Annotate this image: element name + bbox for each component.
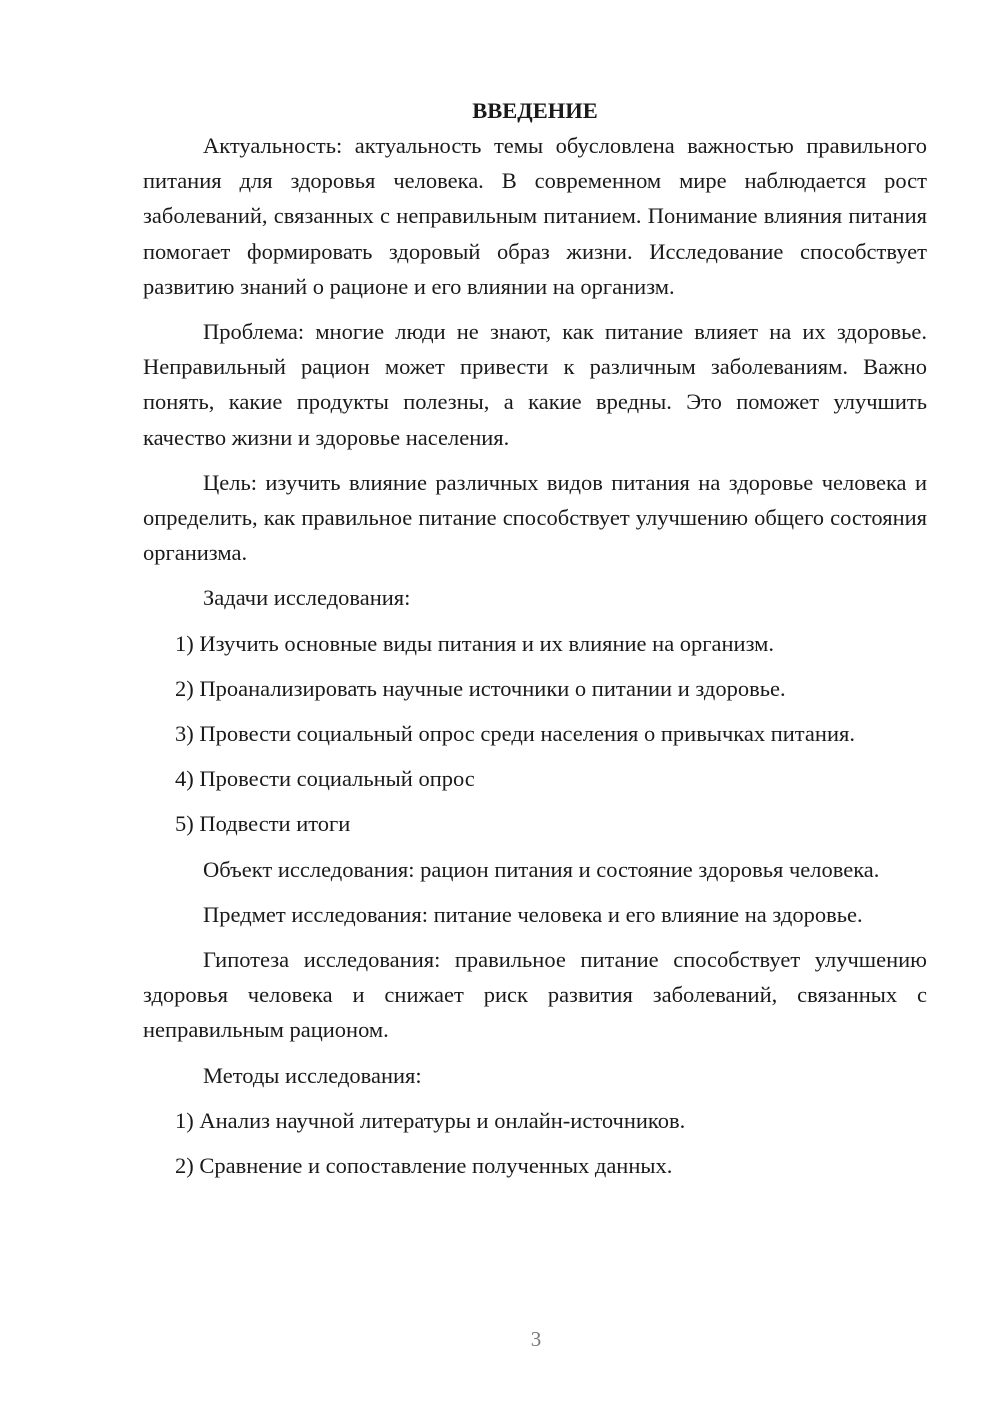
task-item-1: 1) Изучить основные виды питания и их влияние на организм.	[175, 630, 775, 656]
problem-paragraph: Проблема: многие люди не знают, как питание влияет на их здоровье. Неправильный рацион может привести к различным заболеваниям. Важно понять, какие продукты полезны, а какие вредны. Это поможет улучшить качество жизни и здоровье населения.	[143, 319, 927, 450]
hypothesis-paragraph: Гипотеза исследования: правильное питание способствует улучшению здоровья человека и снижает риск развития заболеваний, связанных с неправильным рационом.	[143, 947, 927, 1043]
section-heading: ВВЕДЕНИЕ	[472, 98, 598, 123]
task-item-4: 4) Провести социальный опрос	[175, 766, 475, 792]
methods-title: Методы исследования:	[203, 1062, 422, 1088]
object-paragraph: Объект исследования: рацион питания и состояние здоровья человека.	[203, 856, 880, 882]
relevance-paragraph: Актуальность: актуальность темы обусловлена важностью правильного питания для здоровья человека. В современном мире наблюдается рост заболеваний, связанных с неправильным питанием. Понимание влияния питания помогает формировать здоровый образ жизни. Исследование способствует развитию знаний о рационе и его влиянии на организм.	[143, 133, 927, 299]
method-item-2: 2) Сравнение и сопоставление полученных данных.	[175, 1153, 673, 1179]
task-item-5: 5) Подвести итоги	[175, 811, 351, 837]
task-item-2: 2) Проанализировать научные источники о питании и здоровье.	[175, 675, 786, 701]
goal-paragraph: Цель: изучить влияние различных видов питания на здоровье человека и определить, как правильное питание способствует улучшению общего состояния организма.	[143, 469, 927, 566]
subject-paragraph: Предмет исследования: питание человека и его влияние на здоровье.	[203, 901, 863, 927]
task-item-3: 3) Провести социальный опрос среди населения о привычках питания.	[175, 721, 855, 747]
tasks-title: Задачи исследования:	[203, 585, 411, 611]
method-item-1: 1) Анализ научной литературы и онлайн-источников.	[175, 1107, 686, 1133]
page-number: 3	[530, 1327, 542, 1351]
document-body	[143, 93, 927, 1183]
